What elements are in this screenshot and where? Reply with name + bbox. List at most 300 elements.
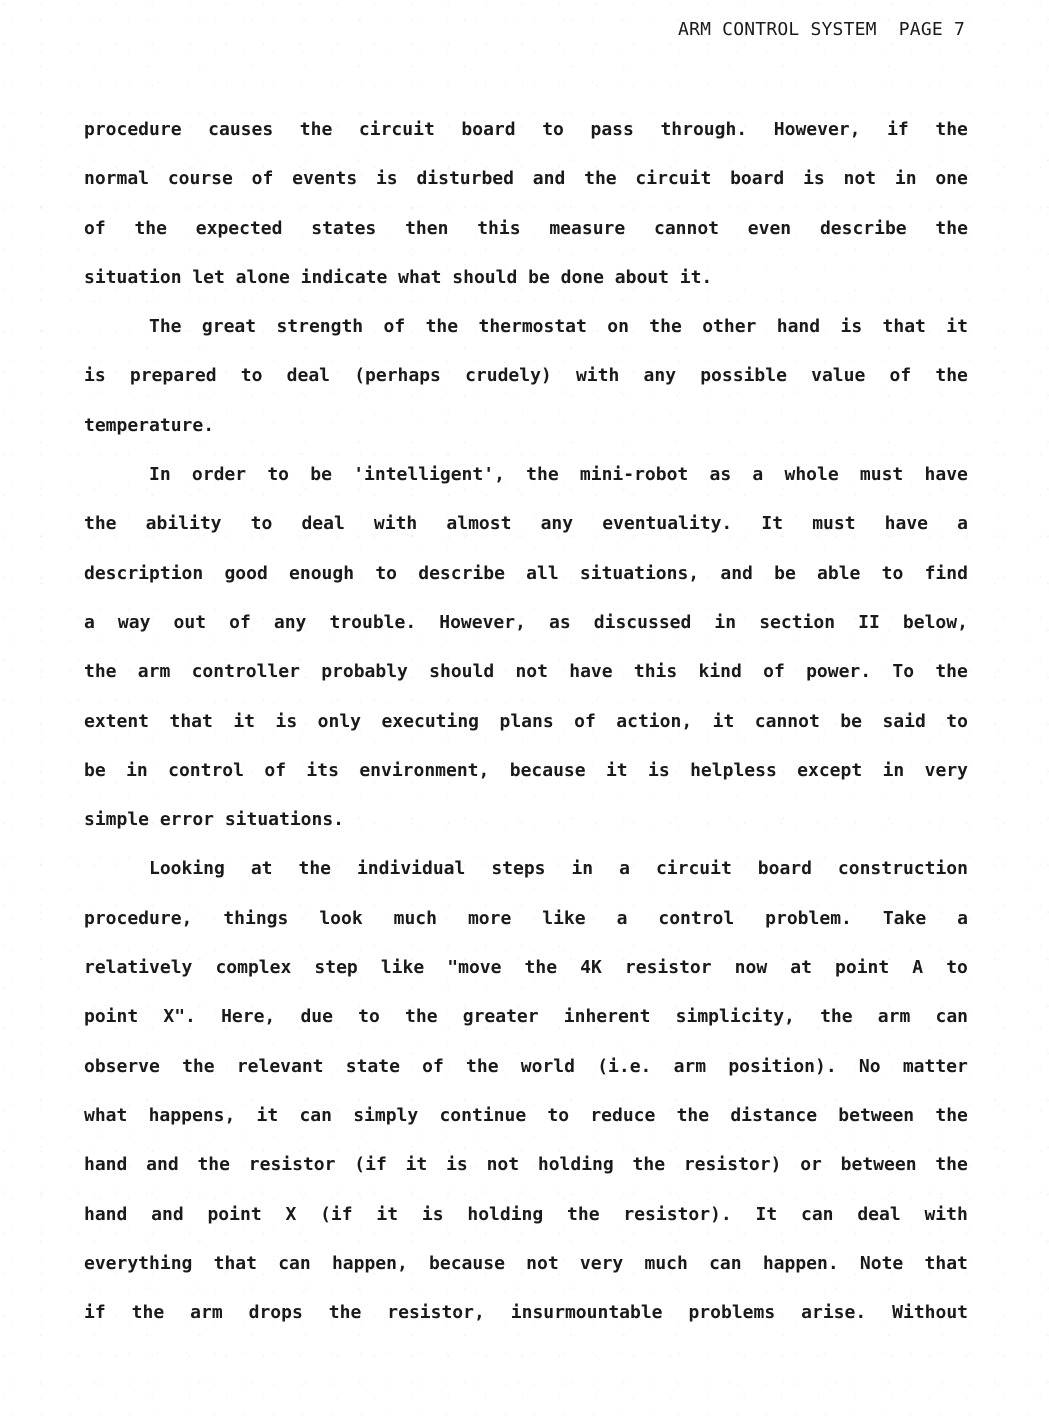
word: state [345, 1055, 400, 1077]
word: plans [499, 710, 554, 732]
word: to [240, 365, 263, 387]
word: simplicity, [675, 1006, 795, 1028]
word: Take [882, 907, 927, 929]
word: all [526, 562, 559, 584]
word: to [547, 1104, 570, 1126]
word: to [881, 562, 904, 584]
word: value [811, 365, 866, 387]
word: point [84, 1006, 139, 1028]
word: disturbed [416, 168, 514, 190]
word: world [520, 1055, 575, 1077]
text-line [84, 557, 968, 606]
word: let [192, 266, 225, 288]
paragraph [84, 113, 968, 310]
word: that [213, 1252, 257, 1274]
word: arm [673, 1055, 707, 1077]
word: X [285, 1203, 297, 1225]
word: at [790, 957, 812, 979]
word: great [201, 316, 257, 338]
text-line [84, 162, 968, 211]
text-line [84, 1198, 968, 1247]
word: the [84, 661, 117, 683]
word: A [912, 957, 924, 979]
word: can [935, 1006, 968, 1028]
word: board [757, 858, 812, 880]
word: No [858, 1055, 881, 1077]
word: have [924, 464, 968, 486]
word: should [429, 661, 495, 683]
word: hand [84, 1203, 128, 1225]
word: the [935, 661, 968, 683]
word: the [935, 217, 968, 239]
word: the [328, 1302, 362, 1324]
word: between [838, 1104, 915, 1126]
word: continue [439, 1104, 527, 1126]
word: helpless [690, 759, 777, 781]
word: and [146, 1154, 179, 1176]
word: the [567, 1203, 600, 1225]
word: of [889, 365, 912, 387]
word: control [168, 759, 244, 781]
word: and [720, 562, 753, 584]
word: Without [892, 1302, 968, 1324]
word: 'intelligent', [353, 464, 505, 486]
word: because [509, 759, 586, 781]
word: able [817, 562, 861, 584]
word: the [649, 316, 682, 338]
word: course [167, 168, 233, 190]
text-line [84, 113, 968, 162]
word: description [84, 562, 204, 584]
word: its [306, 759, 339, 781]
word: of [264, 759, 287, 781]
word: good [224, 562, 268, 584]
word: board [730, 168, 785, 190]
text-line [84, 507, 968, 556]
body-text [84, 113, 968, 1345]
word: happen. [762, 1252, 839, 1274]
word: section [759, 611, 836, 633]
word: procedure, [84, 907, 193, 929]
word: even [747, 217, 792, 239]
word: a [616, 907, 628, 929]
word: is [275, 710, 298, 732]
word: indicate [300, 266, 388, 288]
word: not [486, 1154, 520, 1176]
word: it [233, 710, 256, 732]
text-line [84, 902, 968, 951]
word: order [191, 464, 247, 486]
word: the [182, 1055, 215, 1077]
word: one [935, 168, 968, 190]
word: can [299, 1104, 332, 1126]
word: any [273, 611, 307, 633]
word: a [957, 513, 968, 535]
word: the [84, 513, 117, 535]
text-line [84, 1296, 968, 1345]
word: a [84, 611, 95, 633]
text-line [84, 261, 968, 310]
word: can [709, 1252, 742, 1274]
word: kind [698, 661, 742, 683]
word: it [712, 710, 735, 732]
word: Here, [221, 1006, 276, 1028]
word: is [446, 1154, 468, 1176]
word: it [376, 1203, 399, 1225]
word: X". [163, 1006, 196, 1028]
word: to [946, 710, 968, 732]
word: probably [321, 661, 408, 683]
word: a [619, 858, 630, 880]
word: have [884, 513, 929, 535]
word: arm [137, 661, 171, 683]
word: because [429, 1252, 505, 1274]
word: possible [700, 365, 787, 387]
word: extent [84, 710, 150, 732]
word: is [84, 365, 106, 387]
word: the [134, 217, 167, 239]
word: (if [354, 1154, 387, 1176]
word: relatively [84, 957, 193, 979]
word: what [84, 1104, 128, 1126]
word: the [524, 957, 558, 979]
text-line [84, 458, 968, 507]
word: executing [381, 710, 480, 732]
word: other [702, 316, 757, 338]
word: However, [773, 119, 861, 140]
word: this [633, 661, 678, 683]
word: like [542, 907, 586, 929]
word: below, [902, 611, 968, 633]
word: expected [195, 217, 283, 239]
word: resistor [624, 957, 712, 979]
word: normal [84, 168, 150, 190]
word: be [774, 562, 796, 584]
word: simple [84, 809, 150, 831]
word: situation [84, 266, 182, 288]
word: in [126, 759, 148, 781]
word: It [755, 1203, 778, 1225]
word: that [169, 710, 213, 732]
word: point [835, 957, 890, 979]
word: things [223, 907, 289, 929]
word: resistor, [387, 1302, 485, 1324]
word: situations, [579, 562, 700, 584]
word: (i.e. [597, 1055, 652, 1077]
word: point [207, 1203, 262, 1225]
word: the [935, 365, 968, 387]
word: have [569, 661, 613, 683]
word: action, [616, 710, 693, 732]
word: everything [84, 1252, 193, 1274]
word: Note [859, 1252, 904, 1274]
word: deal [286, 365, 330, 387]
word: look [319, 907, 363, 929]
word: In [149, 464, 171, 486]
text-line [84, 1050, 968, 1099]
word: 4K [580, 957, 602, 979]
word: matter [902, 1055, 968, 1077]
word: enough [289, 562, 355, 584]
word: inherent [563, 1006, 651, 1028]
word: describe [819, 217, 907, 239]
word: to [946, 957, 968, 979]
word: to [358, 1006, 380, 1028]
word: However, [439, 611, 526, 633]
word: controller [191, 661, 300, 683]
word: crudely) [465, 365, 552, 387]
text-line [84, 409, 968, 458]
word: be [310, 464, 332, 486]
word: and [532, 168, 566, 190]
word: in [571, 858, 594, 880]
word: the [299, 119, 333, 140]
word: the [584, 168, 617, 190]
word: said [882, 710, 926, 732]
word: procedure [84, 119, 182, 140]
paragraph [84, 852, 968, 1345]
word: in [714, 611, 737, 633]
word: the [935, 1104, 968, 1126]
word: the [526, 464, 559, 486]
word: must [812, 513, 856, 535]
word: arise. [801, 1302, 867, 1324]
word: to [375, 562, 397, 584]
word: much [644, 1252, 688, 1274]
word: at [250, 858, 273, 880]
word: be [840, 710, 862, 732]
paragraph [84, 310, 968, 458]
word: can [278, 1252, 311, 1274]
text-line [84, 705, 968, 754]
word: control [658, 907, 735, 929]
word: environment, [359, 759, 490, 781]
word: can [801, 1203, 834, 1225]
word: complex [215, 957, 292, 979]
paragraph [84, 458, 968, 852]
word: as [549, 611, 571, 633]
text-line [84, 803, 968, 852]
word: the [935, 119, 968, 140]
word: hand [84, 1154, 128, 1176]
word: to [267, 464, 290, 486]
word: events [292, 168, 358, 190]
text-line [84, 359, 968, 408]
word: resistor) [683, 1154, 782, 1176]
word: not [843, 168, 877, 190]
word: and [151, 1203, 184, 1225]
word: of [383, 316, 406, 338]
word: power. [806, 661, 872, 683]
word: through. [660, 119, 748, 140]
word: is [840, 316, 863, 338]
text-line [84, 754, 968, 803]
word: situations. [224, 809, 345, 831]
word: of [422, 1055, 444, 1077]
word: is [375, 168, 398, 190]
word: holding [537, 1154, 614, 1176]
word: the [425, 316, 459, 338]
word: like [380, 957, 425, 979]
word: not [526, 1252, 559, 1274]
word: it. [679, 266, 713, 288]
word: circuit [635, 168, 712, 190]
word: reduce [590, 1104, 656, 1126]
word: the [131, 1302, 165, 1324]
word: this [477, 217, 521, 239]
word: is [648, 759, 670, 781]
word: with [373, 513, 418, 535]
word: cannot [653, 217, 720, 239]
text-line [84, 310, 968, 359]
text-line [84, 606, 968, 655]
word: must [859, 464, 904, 486]
word: about [614, 266, 669, 288]
word: find [924, 562, 968, 584]
word: circuit [358, 119, 435, 140]
word: temperature. [84, 414, 215, 436]
word: a [752, 464, 764, 486]
word: the [632, 1154, 666, 1176]
word: that [882, 316, 926, 338]
word: observe [84, 1055, 160, 1077]
word: the [405, 1006, 438, 1028]
word: it [605, 759, 628, 781]
word: thermostat [478, 316, 587, 338]
word: it [405, 1154, 428, 1176]
word: the [197, 1154, 230, 1176]
word: circuit [655, 858, 732, 880]
word: causes [208, 119, 274, 140]
text-line [84, 655, 968, 704]
word: states [311, 217, 377, 239]
word: a [957, 907, 968, 929]
word: very [924, 759, 968, 781]
text-line [84, 1247, 968, 1296]
word: it [946, 316, 968, 338]
word: out [173, 611, 207, 633]
word: or [800, 1154, 822, 1176]
word: describe [418, 562, 505, 584]
word: should [452, 266, 518, 288]
word: The [149, 316, 182, 338]
word: way [117, 611, 151, 633]
word: in [882, 759, 905, 781]
word: of [229, 611, 251, 633]
word: position). [728, 1055, 837, 1077]
word: very [579, 1252, 624, 1274]
word: relevant [236, 1055, 324, 1077]
word: is [803, 168, 825, 190]
word: (perhaps [354, 365, 441, 387]
word: done [560, 266, 604, 288]
word: between [840, 1154, 917, 1176]
word: with [575, 365, 620, 387]
word: the [466, 1055, 499, 1077]
word: resistor [248, 1154, 336, 1176]
word: holding [467, 1203, 544, 1225]
word: individual [356, 858, 466, 880]
word: It [761, 513, 784, 535]
word: deal [857, 1203, 901, 1225]
word: any [540, 513, 574, 535]
word: eventuality. [602, 513, 733, 535]
word: be [528, 266, 550, 288]
word: with [924, 1203, 968, 1225]
word: construction [837, 858, 968, 880]
word: insurmountable [510, 1302, 663, 1324]
word: deal [301, 513, 345, 535]
word: board [461, 119, 516, 140]
word: of [251, 168, 274, 190]
word: cannot [754, 710, 820, 732]
word: mini-robot [579, 464, 689, 486]
text-line [84, 1099, 968, 1148]
word: not [515, 661, 548, 683]
word: it [256, 1104, 279, 1126]
text-line [84, 1000, 968, 1049]
word: II [858, 611, 880, 633]
word: the [676, 1104, 710, 1126]
word: that [924, 1252, 968, 1274]
word: is [421, 1203, 444, 1225]
word: Looking [149, 858, 225, 880]
word: in [894, 168, 917, 190]
text-line [84, 212, 968, 261]
word: steps [491, 858, 546, 880]
word: hand [776, 316, 821, 338]
word: then [405, 217, 449, 239]
running-header: ARM CONTROL SYSTEM PAGE 7 [678, 19, 965, 40]
word: strength [276, 316, 364, 338]
text-line [84, 852, 968, 901]
word: arm [877, 1006, 911, 1028]
word: To [892, 661, 915, 683]
word: only [317, 710, 361, 732]
word: except [797, 759, 863, 781]
word: much [393, 907, 437, 929]
word: the [935, 1154, 968, 1176]
word: error [159, 809, 215, 831]
word: what [398, 266, 442, 288]
word: due [300, 1006, 333, 1028]
word: of [763, 661, 785, 683]
word: on [607, 316, 629, 338]
word: resistor). [623, 1203, 732, 1225]
word: if [887, 119, 909, 140]
word: measure [549, 217, 626, 239]
word: ability [145, 513, 222, 535]
word: distance [730, 1104, 818, 1126]
word: (if [320, 1203, 353, 1225]
word: alone [235, 266, 290, 288]
word: be [84, 759, 106, 781]
word: happen, [331, 1252, 408, 1274]
word: drops [248, 1302, 303, 1324]
word: pass [590, 119, 634, 140]
word: greater [462, 1006, 539, 1028]
word: whole [784, 464, 839, 486]
word: prepared [129, 365, 217, 387]
word: to [542, 119, 564, 140]
word: trouble. [329, 611, 417, 633]
word: almost [446, 513, 512, 535]
word: arm [190, 1302, 223, 1324]
word: step [314, 957, 358, 979]
word: of [574, 710, 596, 732]
word: of [84, 217, 106, 239]
word: the [298, 858, 331, 880]
